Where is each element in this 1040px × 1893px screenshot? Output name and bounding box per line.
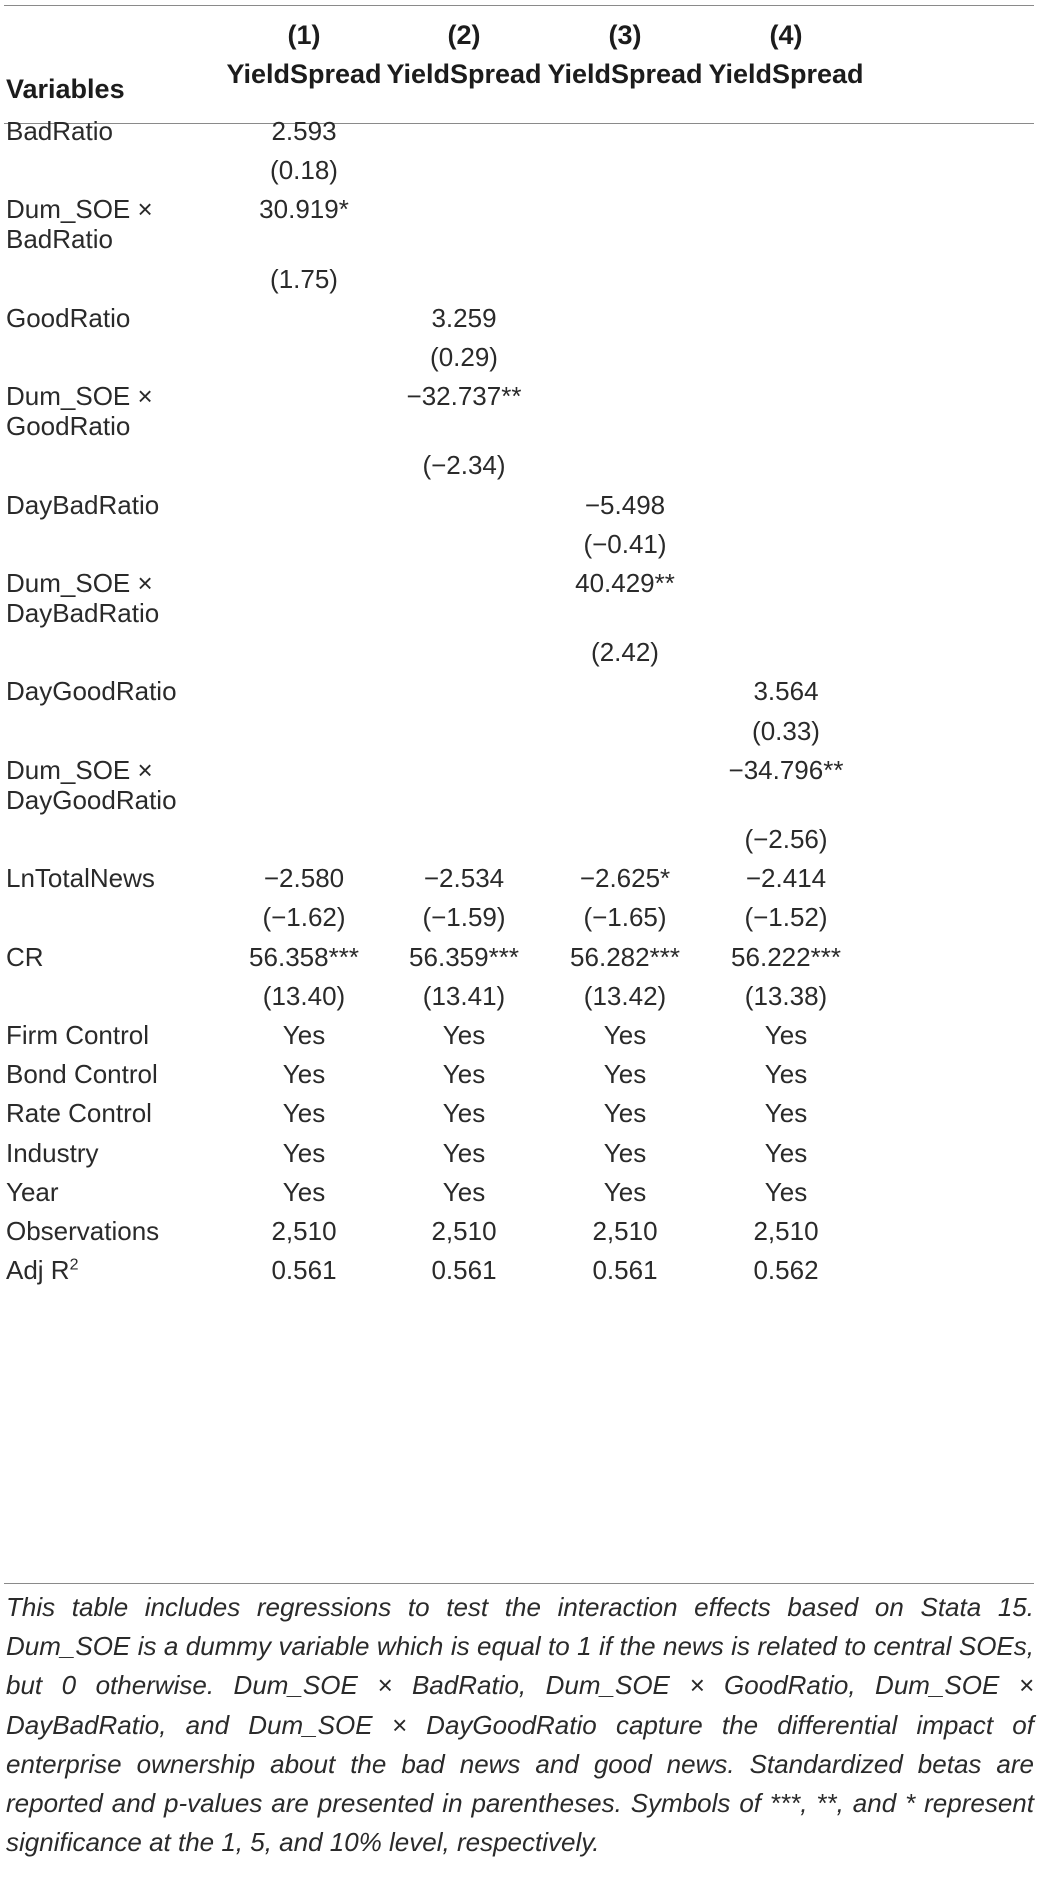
row-label-text: BadRatio — [6, 116, 113, 146]
column-title-2: YieldSpread — [386, 59, 542, 89]
coef-cell: −2.625* — [579, 863, 671, 894]
coef-cell: Yes — [603, 1176, 647, 1207]
tstat-cell: (0.33) — [752, 715, 820, 746]
tstat-cell: (0.29) — [430, 342, 498, 372]
coef-cell: 56.359*** — [409, 941, 519, 972]
row-label-text: Dum_SOE × — [6, 754, 153, 785]
tstat-cell: (2.42) — [591, 637, 659, 668]
tstat-cell: (−2.34) — [422, 450, 506, 481]
coef-cell: 56.222*** — [731, 941, 841, 972]
row-label-text: DayBadRatio — [6, 489, 160, 520]
coef-cell: Yes — [764, 1020, 808, 1050]
tstat-cell: (−1.59) — [422, 902, 506, 933]
coef-cell: Yes — [603, 1059, 647, 1090]
row-label-text: Industry — [6, 1137, 99, 1168]
coef-cell: 2.593 — [271, 116, 337, 146]
coef-cell: Yes — [442, 1137, 486, 1168]
row-label-text: CR — [6, 941, 44, 972]
row-label — [6, 489, 159, 521]
row-label — [6, 675, 177, 707]
coef-cell: Yes — [603, 1020, 647, 1050]
row-label — [6, 193, 153, 225]
column-title-3: YieldSpread — [547, 59, 703, 89]
tstat-cell: (−0.41) — [583, 528, 667, 559]
coef-cell: Yes — [442, 1020, 486, 1050]
row-label-superscript: 2 — [69, 1256, 79, 1274]
coef-cell: 56.282*** — [570, 941, 680, 972]
row-label-text: Dum_SOE × — [6, 568, 153, 598]
coef-cell: Yes — [603, 1137, 647, 1168]
coef-cell: 2,510 — [592, 1216, 658, 1246]
row-label-text: Year — [6, 1176, 59, 1207]
coef-cell: Yes — [442, 1098, 486, 1129]
row-label — [6, 1097, 152, 1129]
row-label-text: Adj R — [6, 1255, 70, 1286]
row-label-text: Rate Control — [6, 1098, 152, 1129]
row-label-text: DayGoodRatio — [6, 676, 177, 707]
variables-header: Variables — [6, 74, 125, 104]
tstat-cell: (−1.62) — [262, 902, 346, 933]
tstat-cell: (0.18) — [270, 155, 338, 186]
coef-cell: Yes — [764, 1137, 808, 1168]
coef-cell: −2.580 — [263, 863, 345, 894]
row-label — [6, 1019, 149, 1051]
row-label — [6, 302, 130, 334]
row-label — [6, 754, 153, 786]
tstat-cell: (13.38) — [744, 980, 828, 1011]
coef-cell: Yes — [603, 1098, 647, 1129]
top-rule — [4, 5, 1034, 6]
coef-cell: 0.561 — [431, 1255, 497, 1286]
coef-cell: −2.414 — [745, 863, 827, 894]
coef-cell: 3.564 — [753, 676, 819, 707]
row-label — [6, 1254, 78, 1286]
coef-cell: −5.498 — [584, 489, 666, 520]
coef-cell: −32.737** — [406, 381, 522, 412]
row-label-line2: GoodRatio — [6, 411, 131, 442]
coef-cell: −2.534 — [423, 863, 505, 894]
coef-cell: −34.796** — [728, 754, 844, 785]
row-label — [6, 941, 44, 973]
coef-cell: 30.919* — [259, 194, 349, 225]
row-label — [6, 1058, 158, 1090]
row-label — [6, 862, 155, 894]
coef-cell: Yes — [442, 1176, 486, 1207]
row-label-text: GoodRatio — [6, 302, 131, 333]
row-label — [6, 1137, 99, 1169]
coef-cell: 56.358*** — [249, 941, 359, 972]
column-number-4: (4) — [769, 20, 803, 50]
row-label-line2: DayBadRatio — [6, 598, 160, 628]
row-label — [6, 115, 113, 147]
coef-cell: Yes — [282, 1020, 326, 1050]
row-label-text: Dum_SOE × — [6, 194, 153, 225]
column-number-2: (2) — [447, 20, 481, 50]
coef-cell: 2,510 — [271, 1216, 337, 1246]
row-label-text: Observations — [6, 1216, 160, 1246]
row-label-text: LnTotalNews — [6, 863, 155, 894]
row-label — [6, 567, 153, 599]
coef-cell: 0.561 — [271, 1255, 337, 1286]
coef-cell: 0.562 — [753, 1255, 819, 1286]
tstat-cell: (−1.65) — [583, 902, 667, 933]
coef-cell: Yes — [764, 1059, 808, 1090]
row-label-line2: DayGoodRatio — [6, 784, 177, 815]
column-number-1: (1) — [287, 20, 321, 50]
column-number-3: (3) — [608, 20, 642, 50]
coef-cell: Yes — [764, 1176, 808, 1207]
row-label — [6, 1176, 59, 1208]
tstat-cell: (13.41) — [422, 980, 506, 1011]
tstat-cell: (13.42) — [583, 980, 667, 1011]
table-note: This table includes regressions to test the interaction effects based on Stata 15. Dum_SOE is a dummy variable which is equal to 1 if the news is related to central SOEs, but 0 otherwise. Dum_SOE × BadRatio, Dum_SOE × GoodRatio, Dum_SOE × DayBadRatio, and Dum_SOE × DayGoodRatio capture the differential impact of enterprise ownership about the bad news and good news. Standardized betas are reported and p-values are presented in parentheses. Symbols of ***, **, and * represent significance at the 1, 5, and 10% level, respectively. — [6, 1592, 1034, 1858]
row-label-text: Firm Control — [6, 1020, 150, 1050]
header-rule — [4, 123, 1034, 124]
coef-cell: 0.561 — [592, 1255, 658, 1286]
row-label-text: Dum_SOE × — [6, 381, 153, 412]
row-label — [6, 1215, 159, 1247]
row-label-line2: BadRatio — [6, 224, 113, 255]
bottom-rule — [4, 1583, 1034, 1584]
coef-cell: Yes — [282, 1176, 326, 1207]
tstat-cell: (−2.56) — [744, 824, 828, 854]
row-label-text: Bond Control — [6, 1059, 158, 1090]
coef-cell: Yes — [282, 1059, 326, 1090]
coef-cell: 2,510 — [431, 1216, 497, 1246]
coef-cell: 40.429** — [575, 568, 675, 598]
coef-cell: 3.259 — [431, 302, 497, 333]
row-label — [6, 380, 153, 412]
coef-cell: Yes — [282, 1137, 326, 1168]
coef-cell: 2,510 — [753, 1216, 819, 1246]
column-title-4: YieldSpread — [708, 59, 864, 89]
column-title-1: YieldSpread — [226, 59, 382, 89]
coef-cell: Yes — [764, 1098, 808, 1129]
tstat-cell: (−1.52) — [744, 902, 828, 933]
tstat-cell: (13.40) — [262, 980, 346, 1011]
coef-cell: Yes — [442, 1059, 486, 1090]
coef-cell: Yes — [282, 1098, 326, 1129]
tstat-cell: (1.75) — [270, 263, 338, 294]
